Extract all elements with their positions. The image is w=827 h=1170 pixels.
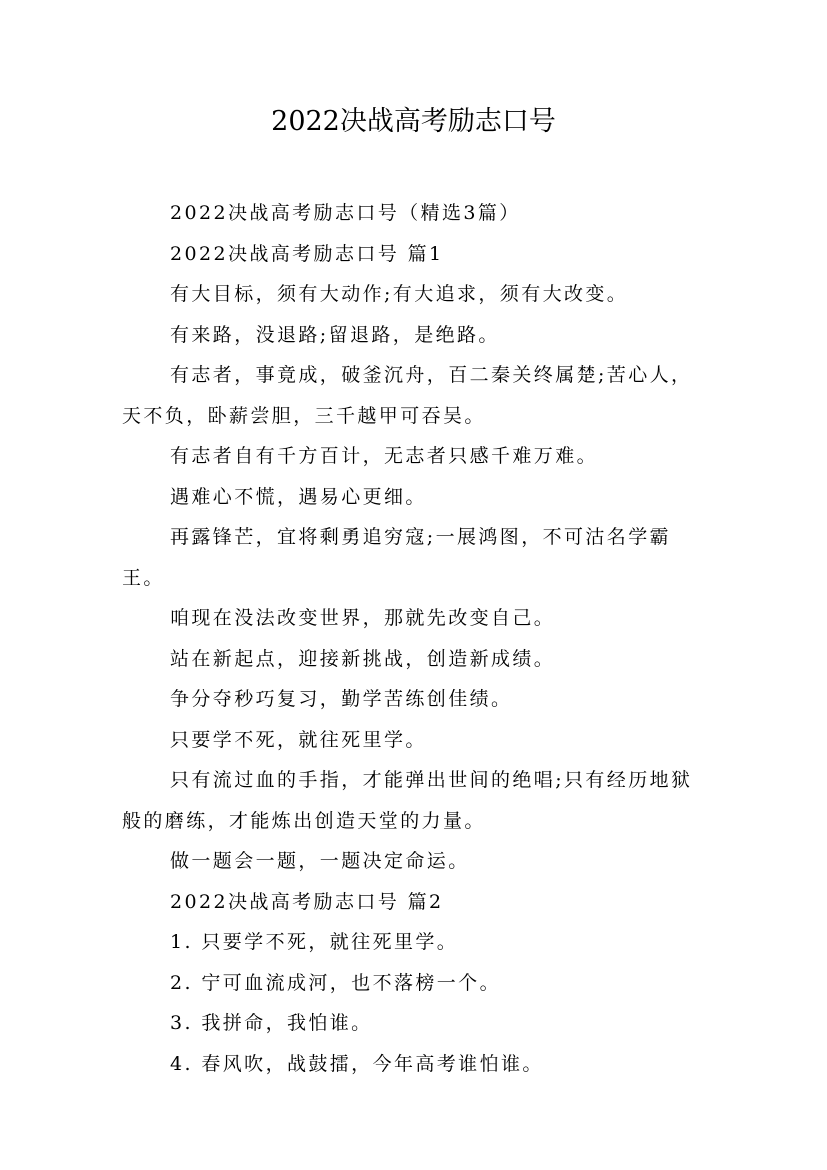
paragraph: 有来路，没退路;留退路，是绝路。 — [170, 323, 500, 346]
paragraph: 只要学不死，就往死里学。 — [170, 728, 427, 751]
paragraph: 遇难心不慌，遇易心更细。 — [170, 485, 427, 508]
paragraph: 做一题会一题，一题决定命运。 — [170, 850, 470, 872]
list-item: 4. 春风吹，战鼓擂，今年高考谁怕谁。 — [170, 1052, 544, 1075]
document-body — [122, 193, 708, 1084]
paragraph: 2022决战高考励志口号 篇1 — [170, 242, 444, 265]
paragraph: 2022决战高考励志口号 篇2 — [170, 890, 444, 913]
paragraph: 再露锋芒，宜将剩勇追穷寇;一展鸿图，不可沽名学霸王。 — [122, 526, 672, 589]
paragraph: 只有流过血的手指，才能弹出世间的绝唱;只有经历地狱般的磨练，才能炼出创造天堂的力量。 — [122, 769, 693, 832]
paragraph: 咱现在没法改变世界，那就先改变自己。 — [170, 607, 556, 629]
paragraph: 有大目标，须有大动作;有大追求，须有大改变。 — [170, 283, 629, 305]
paragraph: 有志者，事竟成，破釜沉舟，百二秦关终属楚;苦心人，天不负，卧薪尝胆，三千越甲可吞吴。 — [122, 364, 693, 427]
paragraph: 2022决战高考励志口号（精选3篇） — [170, 202, 521, 224]
document-title: 2022决战高考励志口号 — [271, 106, 556, 137]
paragraph: 有志者自有千方百计，无志者只感千难万难。 — [170, 445, 599, 467]
paragraph: 争分夺秒巧复习，勤学苦练创佳绩。 — [170, 688, 513, 710]
list-item: 1. 只要学不死，就往死里学。 — [170, 931, 459, 953]
list-item: 2. 宁可血流成河，也不落榜一个。 — [170, 971, 501, 994]
list-item: 3. 我拼命，我怕谁。 — [170, 1012, 373, 1034]
paragraph: 站在新起点，迎接新挑战，创造新成绩。 — [170, 647, 556, 670]
